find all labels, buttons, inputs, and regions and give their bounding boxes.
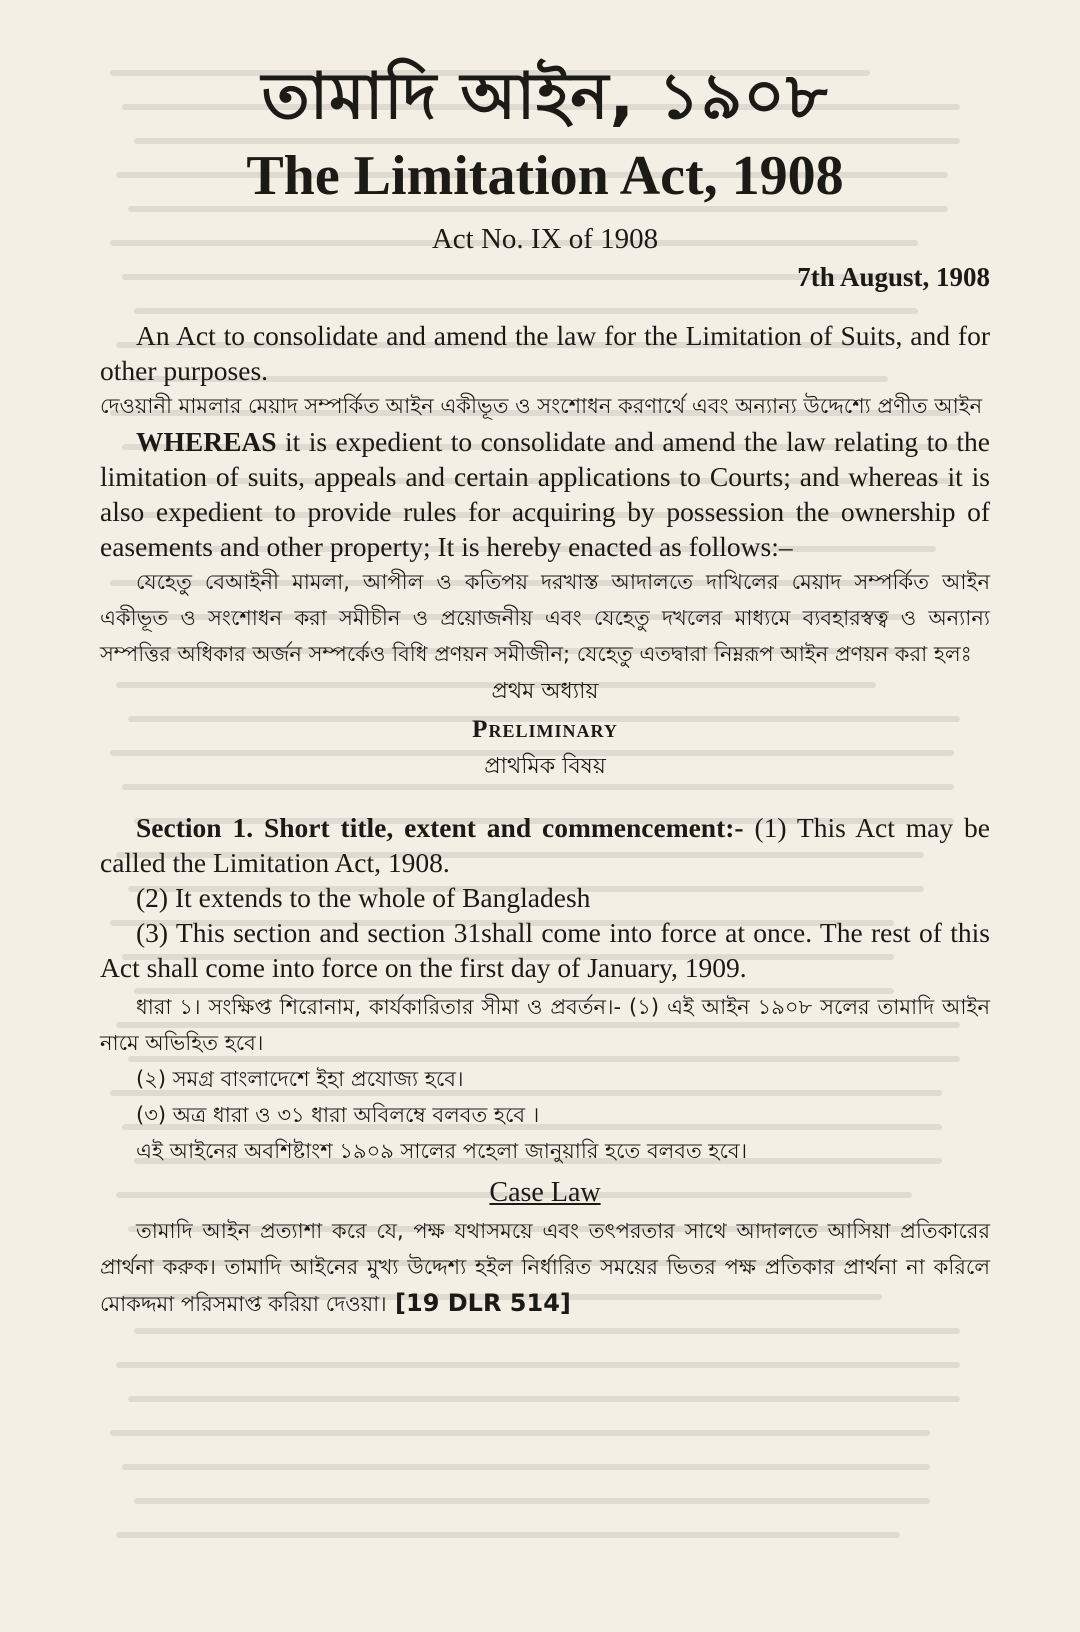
section1-heading: Section 1. Short title, extent and commencement:- xyxy=(136,812,744,843)
document-body xyxy=(100,48,990,1322)
bleed-through-line xyxy=(110,1430,930,1436)
case-law-citation: [19 DLR 514] xyxy=(386,1289,571,1317)
section1-clause1: (1) This Act may be called the Limitation Act, 1908. xyxy=(100,812,990,878)
preamble-english: An Act to consolidate and amend the law for the Limitation of Suits, and for other purposes. xyxy=(100,320,990,386)
section1-bengali-clause3: (৩) অত্র ধারা ও ৩১ ধারা অবিলম্বে বলবত হবে । xyxy=(136,1103,540,1127)
case-law-heading: Case Law xyxy=(489,1177,601,1208)
chapter-heading-bengali: প্রথম অধ্যায় xyxy=(491,679,599,704)
preliminary-heading-bengali: প্রাথমিক বিষয় xyxy=(484,754,606,779)
section1-english xyxy=(100,810,990,880)
section1-bengali-clause2: (২) সমগ্র বাংলাদেশে ইহা প্রযোজ্য হবে। xyxy=(136,1067,464,1091)
whereas-english xyxy=(100,424,990,564)
section1-clause3: (3) This section and section 31shall come into force at once. The rest of this Act shall come into force on the first day of January, 1909. xyxy=(100,917,990,983)
whereas-lead: WHEREAS xyxy=(136,426,277,457)
bleed-through-line xyxy=(134,1498,930,1504)
title-english: The Limitation Act, 1908 xyxy=(246,145,844,207)
bleed-through-line xyxy=(116,1362,960,1368)
title-bengali: তামাদি আইন, ১৯০৮ xyxy=(261,60,829,134)
bleed-through-line xyxy=(134,1328,960,1334)
whereas-bengali: যেহেতু বেআইনী মামলা, আপীল ও কতিপয় দরখাস্ত আদালতে দাখিলের মেয়াদ সম্পর্কিত আইন একীভূত ও সংশোধন করা সমীচীন ও প্রয়োজনীয় এবং যেহেতু দখলের মাধ্যমে ব্যবহারস্বত্ব ও অন্যান্য সম্পত্তির অধিকার অর্জন সম্পর্কেও বিধি প্রণয়ন সমীজীন; যেহেতু এতদ্বারা নিম্নরূপ আইন প্রণয়ন করা হলঃ xyxy=(100,570,990,666)
preamble-bengali: দেওয়ানী মামলার মেয়াদ সম্পর্কিত আইন একীভূত ও সংশোধন করণার্থে এবং অন্যান্য উদ্দেশ্যে প্রণীত আইন xyxy=(100,394,983,418)
act-date: 7th August, 1908 xyxy=(797,262,990,292)
section1-clause2: (2) It extends to the whole of Bangladesh xyxy=(136,882,591,913)
whereas-body: it is expedient to consolidate and amend the law relating to the limitation of suits, appeals and certain applications to Courts; and whereas it is also expedient to provide rules for acquiring by possession the ownership of easements and other property; It is hereby enacted as follows:– xyxy=(100,426,990,562)
case-law-body: তামাদি আইন প্রত্যাশা করে যে, পক্ষ যথাসময়ে এবং তৎপরতার সাথে আদালতে আসিয়া প্রতিকারের প্রার্থনা করুক। তামাদি আইনের মুখ্য উদ্দেশ্য হইল নির্ধারিত সময়ের ভিতর পক্ষ প্রতিকার প্রার্থনা না করিলে মোকদ্দমা পরিসমাপ্ত করিয়া দেওয়া। xyxy=(100,1219,990,1316)
preliminary-heading: Preliminary xyxy=(472,716,618,743)
bleed-through-line xyxy=(116,1532,900,1538)
case-law-text xyxy=(100,1213,990,1322)
section1-bengali: ধারা ১। সংক্ষিপ্ত শিরোনাম, কার্যকারিতার সীমা ও প্রবর্তন।- (১) এই আইন ১৯০৮ সলের তামাদি আইন নামে অভিহিত হবে। xyxy=(100,995,990,1055)
section1-bengali-remainder: এই আইনের অবশিষ্টাংশ ১৯০৯ সালের পহেলা জানুয়ারি হতে বলবত হবে। xyxy=(136,1139,748,1163)
bleed-through-line xyxy=(128,1396,960,1402)
act-number: Act No. IX of 1908 xyxy=(431,223,659,255)
bleed-through-line xyxy=(122,1464,930,1470)
